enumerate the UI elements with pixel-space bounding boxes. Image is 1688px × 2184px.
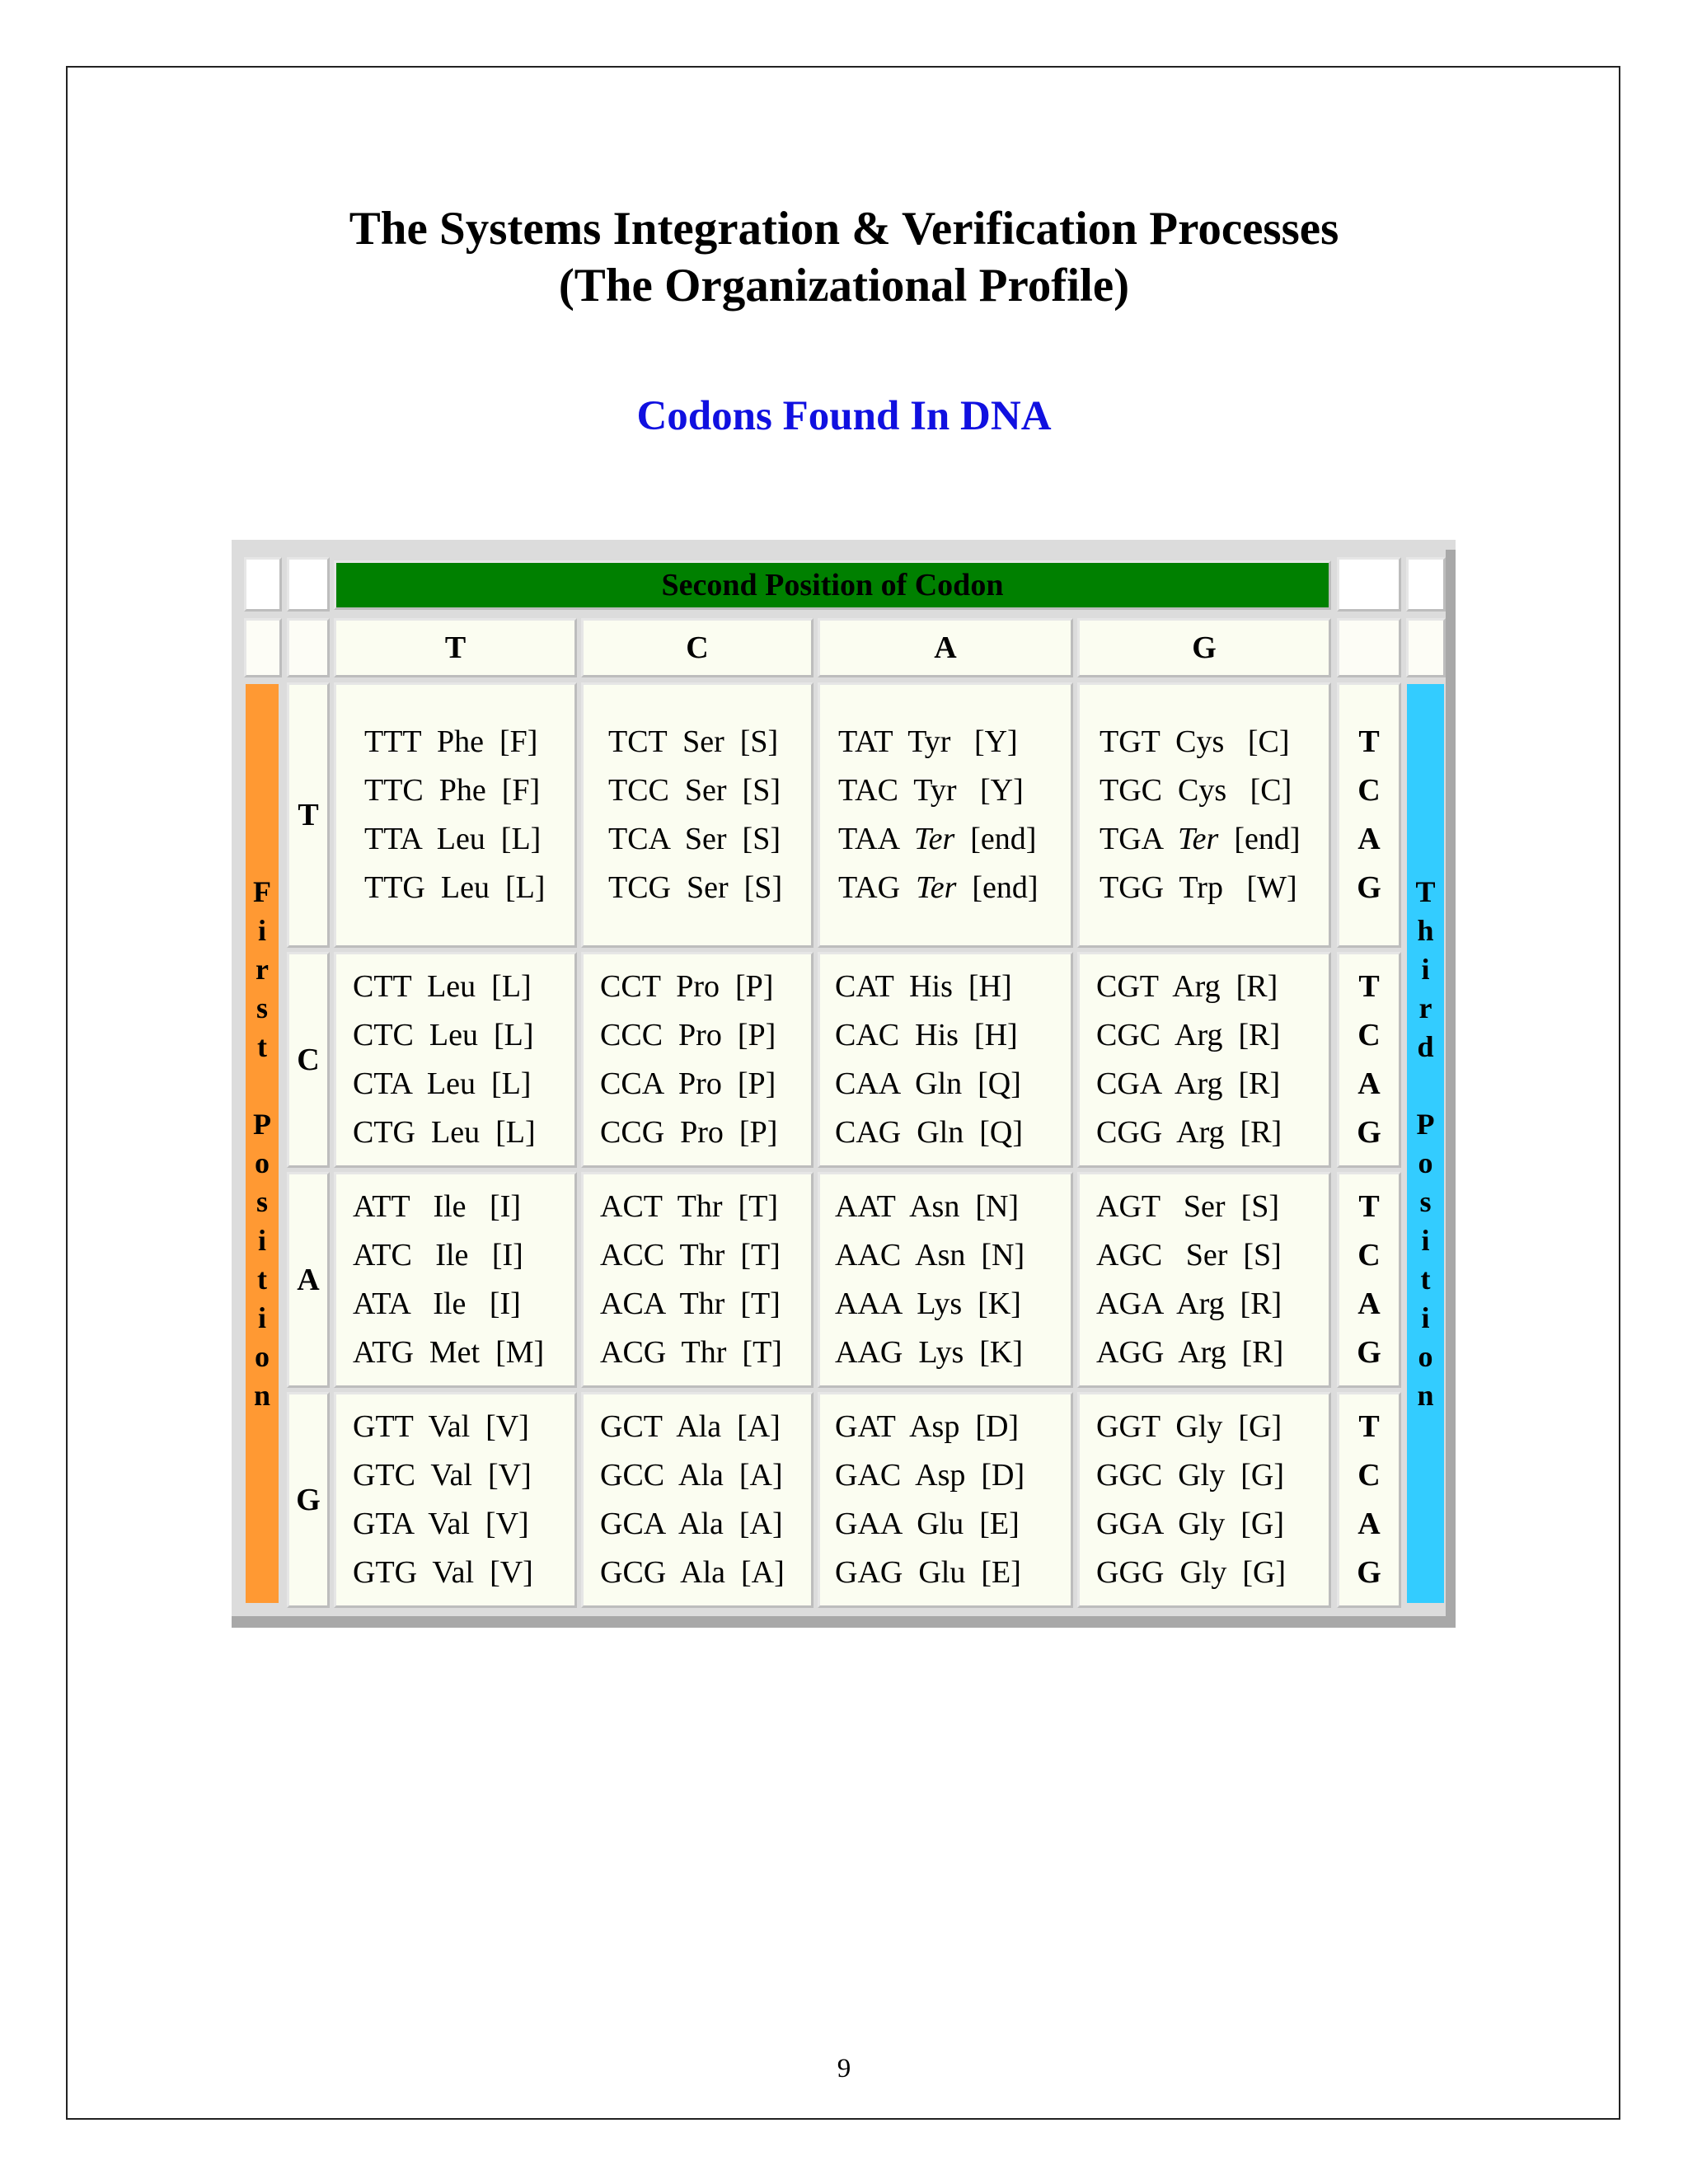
vertical-letter: s: [256, 1184, 268, 1218]
codon-entry: CGT Arg [R]: [1096, 969, 1278, 1004]
first-position-label: [246, 684, 279, 1603]
codon-entry: TCA Ser [S]: [608, 822, 781, 856]
vertical-letter: r: [256, 952, 269, 986]
codon-entry: ATG Met [M]: [353, 1335, 545, 1370]
vertical-letter: t: [257, 1029, 267, 1063]
column-header-a: A: [818, 618, 1073, 677]
vertical-letter: i: [1421, 1301, 1430, 1334]
codon-entry: CCG Pro [P]: [600, 1115, 778, 1150]
codon-entry: GGA Gly [G]: [1096, 1507, 1284, 1541]
codon-entry: CAG Gln [Q]: [835, 1115, 1023, 1150]
codon-entry: CCA Pro [P]: [600, 1066, 776, 1101]
corner-cell: [287, 618, 330, 677]
codon-cell: [1077, 682, 1331, 948]
codon-entry: CTG Leu [L]: [353, 1115, 536, 1150]
codon-entry: GGT Gly [G]: [1096, 1409, 1282, 1444]
vertical-letter: i: [1421, 1223, 1430, 1257]
codon-entry: CGC Arg [R]: [1096, 1018, 1281, 1052]
corner-cell: [244, 618, 282, 677]
vertical-letter: o: [1418, 1146, 1433, 1179]
corner-cell: [244, 557, 282, 612]
third-letter: C: [1357, 1458, 1381, 1493]
codon-cell: [1077, 1172, 1331, 1388]
codon-cell: [818, 1392, 1073, 1608]
codon-entry: TGA Ter [end]: [1100, 822, 1301, 856]
codon-cell: [334, 682, 577, 948]
codon-entry: TGG Trp [W]: [1100, 870, 1297, 905]
codon-entry: TAT Tyr [Y]: [838, 724, 1018, 759]
vertical-letter: i: [257, 913, 266, 947]
codon-entry: ACT Thr [T]: [600, 1189, 779, 1224]
codon-entry: TTG Leu [L]: [364, 870, 546, 905]
codon-entry: ATA Ile [I]: [353, 1286, 521, 1321]
third-letter: A: [1357, 822, 1381, 856]
codon-entry: GCC Ala [A]: [600, 1458, 783, 1493]
vertical-letter: t: [1420, 1262, 1431, 1296]
third-letters: [1337, 1392, 1401, 1608]
codon-cell: [581, 952, 814, 1168]
vertical-letter: d: [1417, 1029, 1434, 1063]
codon-entry: GTG Val [V]: [353, 1555, 533, 1590]
third-letter: G: [1357, 1115, 1381, 1150]
corner-cell: [287, 557, 330, 612]
codon-cell: [581, 1172, 814, 1388]
codon-entry: TAA Ter [end]: [838, 822, 1037, 856]
row-letter-a: A: [287, 1172, 330, 1388]
codon-entry: CTA Leu [L]: [353, 1066, 532, 1101]
codon-cell: [334, 1392, 577, 1608]
codon-entry: CGA Arg [R]: [1096, 1066, 1281, 1101]
codon-entry: TCG Ser [S]: [608, 870, 783, 905]
codon-entry: GCT Ala [A]: [600, 1409, 781, 1444]
codon-entry: GAC Asp [D]: [835, 1458, 1025, 1493]
third-letter: G: [1357, 1555, 1381, 1590]
codon-cell: [1077, 1392, 1331, 1608]
column-header-g: G: [1077, 618, 1331, 677]
codon-entry: AGC Ser [S]: [1096, 1238, 1282, 1272]
second-position-header: Second Position of Codon: [334, 560, 1331, 610]
page-title-line-2: (The Organizational Profile): [558, 260, 1130, 312]
vertical-letter: i: [257, 1301, 266, 1334]
third-letter: G: [1357, 1335, 1381, 1370]
codon-entry: ACC Thr [T]: [600, 1238, 781, 1272]
row-letter-g: G: [287, 1392, 330, 1608]
codon-entry: GCG Ala [A]: [600, 1555, 785, 1590]
codon-entry: AAC Asn [N]: [835, 1238, 1025, 1272]
codon-entry: ACA Thr [T]: [600, 1286, 781, 1321]
codon-cell: [818, 682, 1073, 948]
codon-entry: AGG Arg [R]: [1096, 1335, 1284, 1370]
third-letters: [1337, 1172, 1401, 1388]
third-letter: T: [1358, 1409, 1380, 1444]
vertical-letter: F: [253, 874, 271, 908]
codon-entry: CAT His [H]: [835, 969, 1012, 1004]
column-header-c: C: [581, 618, 814, 677]
codon-entry: TTA Leu [L]: [364, 822, 542, 856]
codon-entry: ACG Thr [T]: [600, 1335, 782, 1370]
row-letter-c: C: [287, 952, 330, 1168]
vertical-letter: [1422, 1066, 1429, 1105]
vertical-letter: h: [1417, 913, 1434, 947]
vertical-letter: P: [253, 1107, 271, 1141]
codon-entry: CCT Pro [P]: [600, 969, 774, 1004]
third-letters: [1337, 682, 1401, 948]
codon-entry: AAT Asn [N]: [835, 1189, 1020, 1224]
codon-cell: [334, 952, 577, 1168]
vertical-letter: i: [257, 1223, 266, 1257]
vertical-letter: s: [1419, 1184, 1432, 1218]
codon-entry: TAC Tyr [Y]: [838, 773, 1024, 808]
third-letter: C: [1357, 1018, 1381, 1052]
codon-cell: [581, 1392, 814, 1608]
third-letter: A: [1357, 1286, 1381, 1321]
vertical-letter: o: [255, 1146, 270, 1179]
codon-entry: TAG Ter [end]: [838, 870, 1039, 905]
codon-entry: CAC His [H]: [835, 1018, 1018, 1052]
codon-entry: GTC Val [V]: [353, 1458, 532, 1493]
page-number: 9: [837, 2054, 851, 2083]
codon-entry: TTT Phe [F]: [364, 724, 538, 759]
vertical-letter: T: [1415, 874, 1436, 908]
stop-codon-label: Ter: [916, 870, 957, 905]
third-position-label: [1407, 684, 1444, 1603]
vertical-letter: r: [1418, 991, 1432, 1024]
codon-entry: CCC Pro [P]: [600, 1018, 776, 1052]
codon-entry: GAT Asp [D]: [835, 1409, 1020, 1444]
codon-entry: GTT Val [V]: [353, 1409, 529, 1444]
third-letter: C: [1357, 1238, 1381, 1272]
codon-entry: TGC Cys [C]: [1100, 773, 1292, 808]
vertical-letter: i: [1421, 952, 1430, 986]
codon-entry: AAA Lys [K]: [835, 1286, 1021, 1321]
third-letter: T: [1358, 724, 1380, 759]
corner-cell: [1406, 557, 1446, 612]
codon-entry: AAG Lys [K]: [835, 1335, 1023, 1370]
vertical-letter: o: [1418, 1339, 1433, 1373]
vertical-letter: n: [1417, 1378, 1434, 1412]
third-letters: [1337, 952, 1401, 1168]
codon-cell: [581, 682, 814, 948]
codon-entry: GCA Ala [A]: [600, 1507, 783, 1541]
codon-entry: ATC Ile [I]: [353, 1238, 523, 1272]
corner-cell: [1337, 618, 1401, 677]
codon-cell: [1077, 952, 1331, 1168]
third-letter: T: [1358, 1189, 1380, 1224]
third-letter: G: [1357, 870, 1381, 905]
codon-entry: GAA Glu [E]: [835, 1507, 1020, 1541]
codon-entry: CGG Arg [R]: [1096, 1115, 1282, 1150]
vertical-letter: s: [256, 991, 268, 1024]
codon-entry: AGT Ser [S]: [1096, 1189, 1280, 1224]
third-letter: T: [1358, 969, 1380, 1004]
codon-entry: CAA Gln [Q]: [835, 1066, 1021, 1101]
page-title-line-1: The Systems Integration & Verification Processes: [349, 203, 1339, 255]
vertical-letter: o: [255, 1339, 270, 1373]
third-letter: A: [1357, 1066, 1381, 1101]
column-header-t: T: [334, 618, 577, 677]
codon-entry: GGG Gly [G]: [1096, 1555, 1287, 1590]
codon-cell: [334, 1172, 577, 1388]
vertical-letter: t: [257, 1262, 267, 1296]
codon-entry: TCC Ser [S]: [608, 773, 781, 808]
codon-cell: [818, 952, 1073, 1168]
third-letter: A: [1357, 1507, 1381, 1541]
vertical-letter: [259, 1066, 266, 1105]
stop-codon-label: Ter: [1178, 822, 1219, 856]
vertical-letter: P: [1416, 1107, 1435, 1141]
row-letter-t: T: [287, 682, 330, 948]
codon-entry: TCT Ser [S]: [608, 724, 779, 759]
codon-entry: ATT Ile [I]: [353, 1189, 522, 1224]
stop-codon-label: Ter: [913, 822, 955, 856]
codon-entry: GTA Val [V]: [353, 1507, 529, 1541]
codon-entry: CTT Leu [L]: [353, 969, 532, 1004]
codon-entry: TTC Phe [F]: [364, 773, 541, 808]
codon-cell: [818, 1172, 1073, 1388]
codon-entry: TGT Cys [C]: [1100, 724, 1290, 759]
third-letter: C: [1357, 773, 1381, 808]
codon-entry: AGA Arg [R]: [1096, 1286, 1282, 1321]
codon-entry: GAG Glu [E]: [835, 1555, 1021, 1590]
codon-entry: CTC Leu [L]: [353, 1018, 534, 1052]
page-subtitle: Codons Found In DNA: [636, 393, 1052, 439]
vertical-letter: n: [253, 1378, 271, 1412]
corner-cell: [1337, 557, 1401, 612]
codon-entry: GGC Gly [G]: [1096, 1458, 1284, 1493]
corner-cell: [1406, 618, 1446, 677]
